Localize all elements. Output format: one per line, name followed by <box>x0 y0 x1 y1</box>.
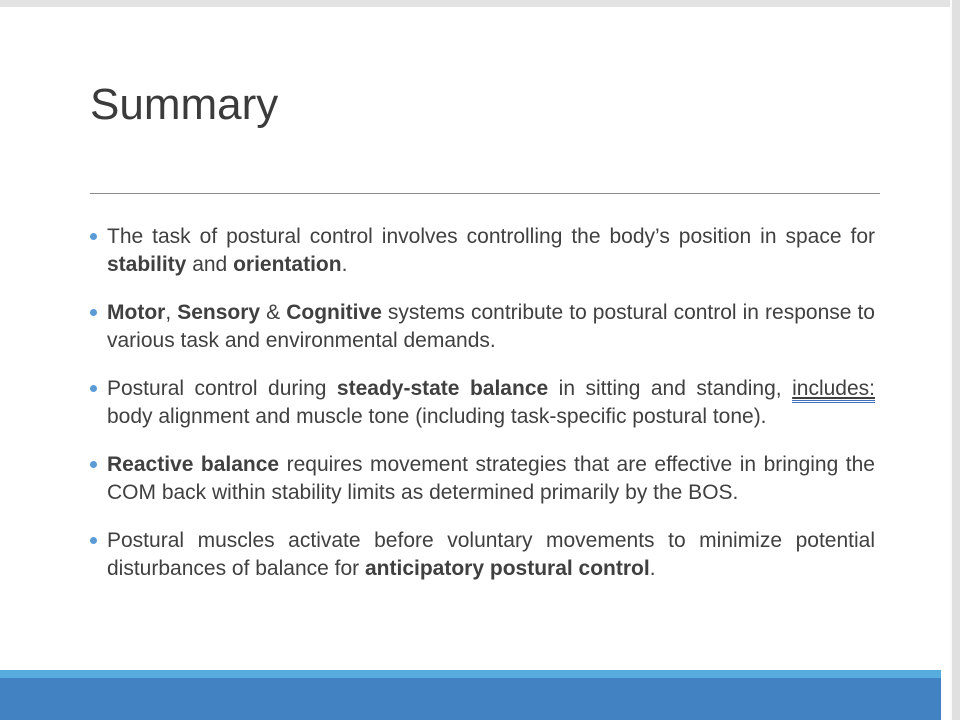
footer-light-bar <box>0 670 941 678</box>
text-run: Sensory <box>177 301 261 324</box>
text-run: Postural muscles activate before voluntary movements to minimize potential disturbances of balance for <box>107 529 875 580</box>
slide <box>0 7 950 720</box>
text-run: anticipatory postural control <box>365 557 650 580</box>
bullet-icon <box>90 309 97 316</box>
window-right-rail <box>950 0 960 720</box>
text-run: and <box>186 253 234 276</box>
bullet-list <box>90 223 875 583</box>
bullet-icon <box>90 233 97 240</box>
list-item <box>90 223 875 279</box>
bullet-icon <box>90 385 97 392</box>
list-item <box>90 299 875 355</box>
text-run: stability <box>107 253 187 276</box>
list-item <box>90 375 875 431</box>
grammar-underlined-text: includes: <box>792 377 875 403</box>
text-run: Motor <box>107 301 166 324</box>
text-run: & <box>260 301 287 324</box>
text-run: Postural control during <box>107 377 337 400</box>
list-item <box>90 451 875 507</box>
text-run: The task of postural control involves controlling the body’s position in space for <box>107 225 875 248</box>
text-run: orientation <box>233 253 342 276</box>
text-run: steady-state balance <box>336 377 549 400</box>
slide-title: Summary <box>90 80 279 129</box>
bullet-icon <box>90 537 97 544</box>
text-run: in sitting and standing, <box>548 377 793 400</box>
title-divider <box>90 193 880 194</box>
text-run: systems contribute to postural control in response to various task and environmental demands. <box>107 301 875 352</box>
text-run: body alignment and muscle tone (including task-specific postural tone). <box>107 405 767 428</box>
window-top-rail <box>0 0 960 7</box>
list-item <box>90 527 875 583</box>
text-run: . <box>649 557 656 580</box>
slide-body <box>90 223 875 603</box>
footer-dark-bar <box>0 678 941 720</box>
text-run: . <box>341 253 348 276</box>
text-run: requires movement strategies that are effective in bringing the COM back within stability limits as determined primarily by the BOS. <box>107 453 875 504</box>
text-run: Reactive balance <box>107 453 280 476</box>
bullet-icon <box>90 461 97 468</box>
text-run: Cognitive <box>286 301 382 324</box>
text-run: , <box>165 301 178 324</box>
